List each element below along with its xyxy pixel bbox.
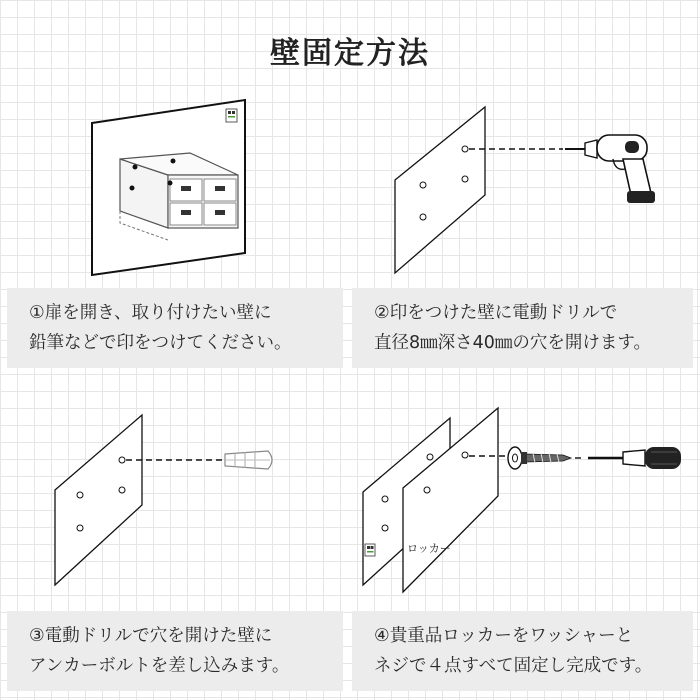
mark-dot [133, 165, 138, 170]
step2-line2: 直径8㎜深さ40㎜の穴を開けます。 [374, 333, 652, 353]
hole-mark [119, 487, 125, 493]
step2-illustration [385, 95, 675, 280]
screw-icon [521, 452, 571, 464]
step1-caption [7, 288, 343, 368]
hole-mark [462, 452, 468, 458]
hole-mark [427, 454, 433, 460]
brand-badge-icon [365, 544, 375, 556]
page-title: 壁固定方法 [270, 36, 430, 71]
hole-mark [420, 182, 426, 188]
step3-caption [7, 611, 343, 691]
step2-caption [352, 288, 693, 368]
hole-mark [382, 525, 388, 531]
locker-label: ロッカー [407, 542, 451, 555]
washer-icon [508, 447, 522, 469]
mark-dot [168, 181, 173, 186]
wall-panel [395, 107, 485, 273]
step3-illustration [50, 410, 290, 595]
step4-illustration [355, 400, 695, 600]
electric-drill-icon [565, 135, 655, 203]
hole-mark [382, 496, 388, 502]
hole-mark [424, 487, 430, 493]
step4-caption [352, 611, 693, 691]
brand-badge-icon [226, 109, 237, 122]
mark-dot [130, 186, 135, 191]
step3-line1: ③電動ドリルで穴を開けた壁に [29, 626, 273, 646]
hole-mark [462, 176, 468, 182]
hole-mark [119, 457, 125, 463]
step1-illustration [80, 95, 270, 280]
hole-mark [77, 525, 83, 531]
screwdriver-icon [588, 447, 681, 469]
step2-line1: ②印をつけた壁に電動ドリルで [374, 303, 618, 323]
step1-line2: 鉛筆などで印をつけてください。 [29, 333, 292, 353]
wall-panel [55, 415, 142, 585]
mark-dot [171, 159, 176, 164]
hole-mark [77, 492, 83, 498]
anchor-bolt-icon [225, 451, 272, 469]
step1-line1: ①扉を開き、取り付けたい壁に [29, 303, 272, 323]
hole-mark [420, 214, 426, 220]
step3-line2: アンカーボルトを差し込みます。 [29, 656, 290, 676]
step4-line1: ④貴重品ロッカーをワッシャーと [374, 626, 634, 646]
step4-line2: ネジで４点すべて固定し完成です。 [374, 656, 653, 676]
hole-mark [462, 146, 468, 152]
